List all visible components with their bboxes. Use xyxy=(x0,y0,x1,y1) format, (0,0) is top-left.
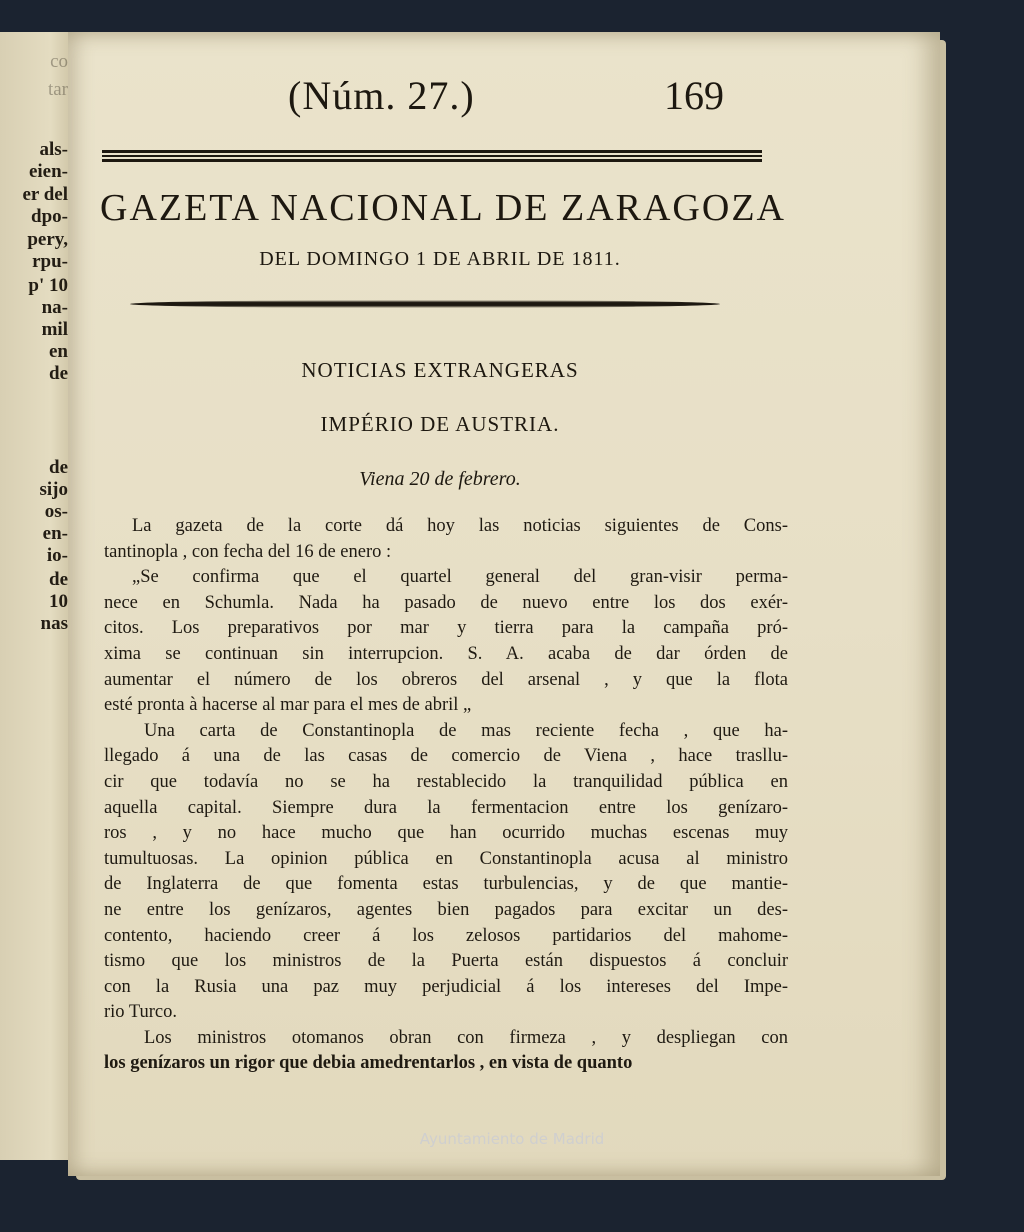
left-page-fragment: na- xyxy=(41,297,68,318)
article-line: llegado á una de las casas de comercio de Viena , hace trasllu- xyxy=(104,746,788,767)
left-page-fragment: en xyxy=(49,341,68,362)
top-double-rule xyxy=(102,150,762,162)
article-line: tantinopla , con fecha del 16 de enero : xyxy=(104,541,392,562)
left-page-fragment: sijo xyxy=(39,479,68,500)
left-page-fragment: co xyxy=(50,51,68,72)
subsection-heading: IMPÉRIO DE AUSTRIA. xyxy=(320,412,560,436)
left-page-fragment: er del xyxy=(22,184,68,205)
article-line: xima se continuan sin interrupcion. S. A. acaba de dar órden de xyxy=(104,643,788,664)
article-body xyxy=(104,514,788,1077)
section-heading: NOTICIAS EXTRANGERAS xyxy=(301,358,579,382)
left-page-fragment: io- xyxy=(46,545,68,566)
left-page-fragment: de xyxy=(49,457,68,478)
article-line: Los ministros otomanos obran con firmeza , y despliegan con xyxy=(144,1027,788,1048)
left-page-fragment: p' 10 xyxy=(28,275,68,296)
watermark: Ayuntamiento de Madrid xyxy=(419,1130,605,1148)
left-page-fragment: de xyxy=(49,569,68,590)
left-page-fragment: tar xyxy=(47,79,68,100)
article-line: Una carta de Constantinopla de mas reciente fecha , que ha- xyxy=(144,720,788,741)
left-page-fragment: eien- xyxy=(28,161,68,182)
article-line: tismo que los ministros de la Puerta están dispuestos á concluir xyxy=(104,951,788,972)
article-line: contento, haciendo creer á los zelosos partidarios del mahome- xyxy=(104,925,788,946)
article-line: ros , y no hace mucho que han ocurrido muchas escenas muy xyxy=(104,823,788,844)
article-line: nece en Schumla. Nada ha pasado de nuevo entre los dos exér- xyxy=(104,592,788,613)
left-page-fragment: de xyxy=(49,363,68,384)
issue-date: DEL DOMINGO 1 DE ABRIL DE 1811. xyxy=(259,248,621,270)
left-page-fragment: en- xyxy=(42,523,68,544)
left-facing-page xyxy=(0,32,74,1160)
article-line: „Se confirma que el quartel general del gran-visir perma- xyxy=(132,567,788,588)
left-page-fragment: rpu- xyxy=(32,251,68,272)
page-number: 169 xyxy=(664,73,724,118)
article-line: con la Rusia una paz muy perjudicial á los intereses del Impe- xyxy=(104,976,788,997)
article-line: La gazeta de la corte dá hoy las noticias siguientes de Cons- xyxy=(132,516,788,536)
article-line: cir que todavía no se ha restablecido la tranquilidad pública en xyxy=(104,771,788,792)
article-line: aumentar el número de los obreros del arsenal , y que la flota xyxy=(104,669,788,690)
left-page-fragment: dpo- xyxy=(31,206,68,227)
article-line: esté pronta à hacerse al mar para el mes de abril „ xyxy=(104,695,472,716)
masthead-title: GAZETA NACIONAL DE ZARAGOZA xyxy=(100,187,786,229)
masthead-rule xyxy=(130,300,720,308)
left-page-fragment: als- xyxy=(39,139,68,160)
article-line: de Inglaterra de que fomenta estas turbulencias, y de que mantie- xyxy=(104,874,788,895)
left-page-fragment: pery, xyxy=(27,229,68,250)
left-page-fragment: 10 xyxy=(49,591,68,612)
left-page-fragment: os- xyxy=(44,501,68,522)
article-line: rio Turco. xyxy=(104,1002,177,1023)
article-line: tumultuosas. La opinion pública en Constantinopla acusa al ministro xyxy=(104,848,788,869)
left-page-fragment: nas xyxy=(40,613,68,634)
article-line: aquella capital. Siempre dura la fermentacion entre los genízaro- xyxy=(104,797,788,818)
page-number-label: (Núm. 27.) xyxy=(288,73,475,118)
article-line: citos. Los preparativos por mar y tierra para la campaña pró- xyxy=(104,618,788,639)
dispatch-dateline: Viena 20 de febrero. xyxy=(359,468,521,490)
article-line: los genízaros un rigor que debia amedrentarlos , en vista de quanto xyxy=(104,1053,633,1074)
left-page-fragment: mil xyxy=(41,319,68,340)
article-line: ne entre los genízaros, agentes bien pagados para excitar un des- xyxy=(104,899,788,920)
